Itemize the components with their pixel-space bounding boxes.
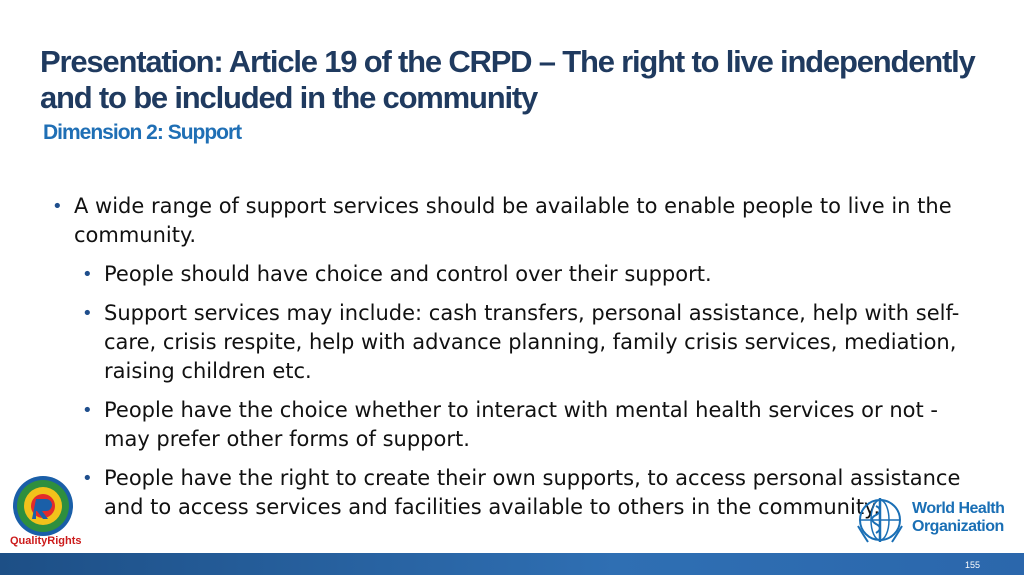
slide-subtitle: Dimension 2: Support [43,121,242,144]
bullet-dot-icon: • [82,264,93,285]
bullet-dot-icon: • [82,303,93,324]
bullet-text: People have the choice whether to interact with mental health services or not - may prefer other forms of support. [104,398,938,451]
who-name-line2: Organization [912,518,1004,535]
who-emblem-icon [852,492,908,548]
who-name-line1: World Health [912,500,1005,517]
bullet-item [46,192,976,250]
who-logo [852,492,1022,548]
sub-bullet-item [76,396,976,454]
bullet-text: People should have choice and control over their support. [104,262,712,286]
bullet-dot-icon: • [82,400,93,421]
bullet-dot-icon: • [82,468,93,489]
sub-bullet-item [76,464,976,522]
bullet-list [46,192,976,532]
sub-bullet-item [76,260,976,289]
bullet-text: People have the right to create their own supports, to access personal assistance and to access services and facilities available to others in the community. [104,466,961,519]
sub-bullet-item [76,299,976,386]
slide-title: Presentation: Article 19 of the CRPD – The right to live independently and to be included in the community [40,44,975,115]
who-name [912,500,1004,536]
bullet-dot-icon: • [52,196,63,217]
page-number: 155 [964,560,980,570]
quality-rights-label: QualityRights [10,535,82,547]
footer-bar [0,553,1024,575]
bullet-text: Support services may include: cash transfers, personal assistance, help with self-care, crisis respite, help with advance planning, family crisis services, mediation, raising children etc. [104,301,960,383]
bullet-text: A wide range of support services should be available to enable people to live in the community. [74,194,952,247]
